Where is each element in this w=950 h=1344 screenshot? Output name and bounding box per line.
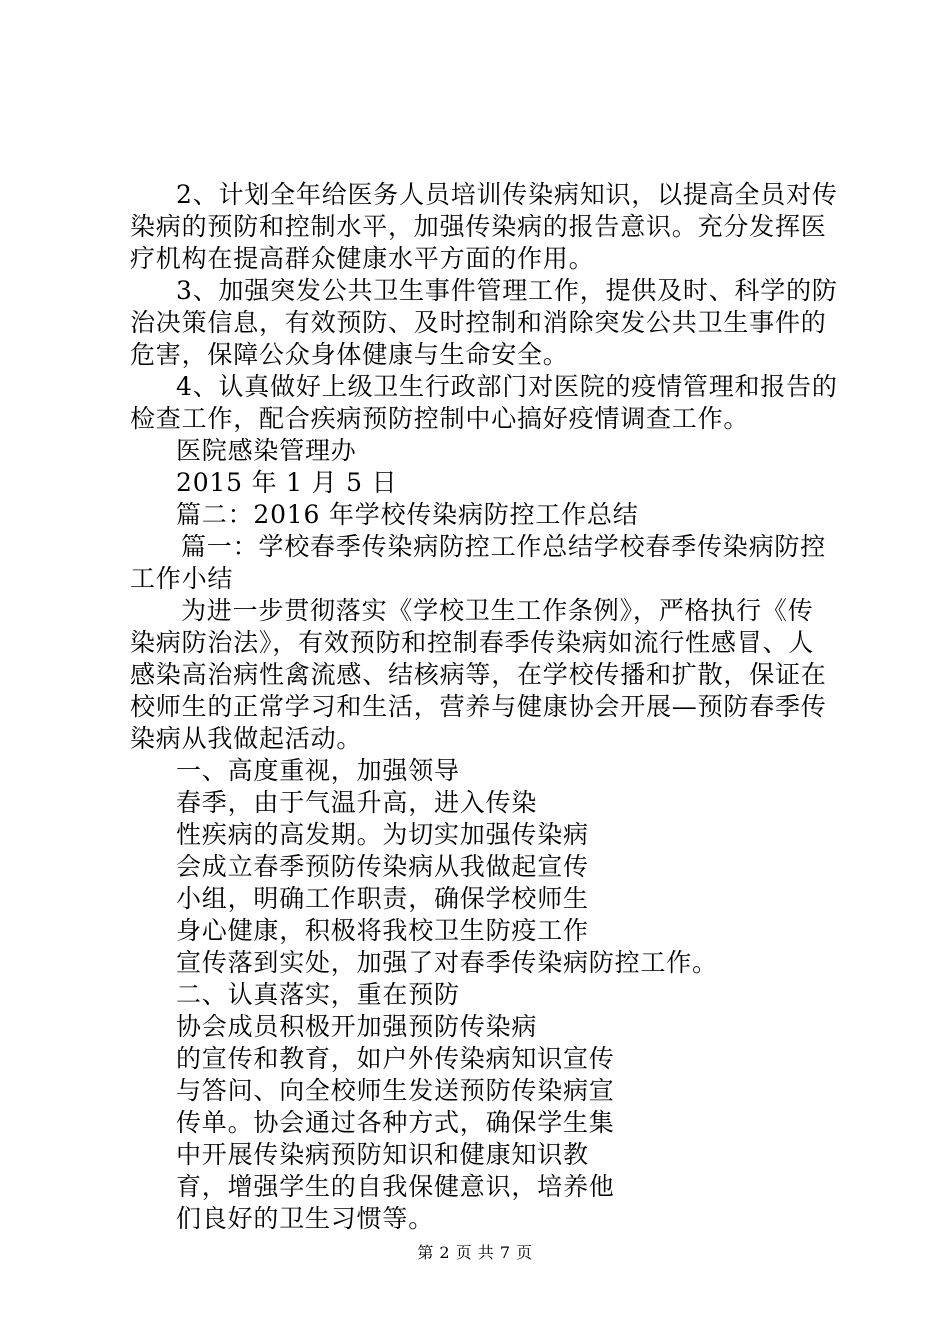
paragraph-line: 3、加强突发公共卫生事件管理工作，提供及时、科学的防 bbox=[176, 276, 838, 305]
paragraph-line: 宣传落到实处，加强了对春季传染病防控工作。 bbox=[176, 948, 718, 977]
paragraph-line: 4、认真做好上级卫生行政部门对医院的疫情管理和报告的 bbox=[176, 372, 838, 401]
paragraph-line: 中开展传染病预防知识和健康知识教 bbox=[176, 1140, 589, 1169]
paragraph-line: 染病从我做起活动。 bbox=[130, 724, 363, 753]
paragraph-line: 感染高治病性禽流感、结核病等，在学校传播和扩散，保证在 bbox=[130, 660, 827, 689]
paragraph-line: 传单。协会通过各种方式，确保学生集 bbox=[176, 1108, 615, 1137]
paragraph-line: 性疾病的高发期。为切实加强传染病 bbox=[176, 820, 589, 849]
paragraph-line: 协会成员积极开加强预防传染病 bbox=[176, 1012, 538, 1041]
paragraph-line: 身心健康，积极将我校卫生防疫工作 bbox=[176, 916, 589, 945]
paragraph-line: 疗机构在提高群众健康水平方面的作用。 bbox=[130, 244, 595, 273]
paragraph-line: 治决策信息，有效预防、及时控制和消除突发公共卫生事件的 bbox=[130, 308, 827, 337]
page-number-footer: 第 2 页 共 7 页 bbox=[417, 1243, 533, 1262]
paragraph-line: 危害，保障公众身体健康与生命安全。 bbox=[130, 340, 569, 369]
signature-department: 医院感染管理办 bbox=[176, 436, 357, 465]
paragraph-line: 会成立春季预防传染病从我做起宣传 bbox=[176, 852, 589, 881]
paragraph-line: 染病的预防和控制水平，加强传染病的报告意识。充分发挥医 bbox=[130, 212, 827, 241]
section-heading: 篇一：学校春季传染病防控工作总结学校春季传染病防控 bbox=[181, 532, 827, 561]
paragraph-line: 的宣传和教育，如户外传染病知识宣传 bbox=[176, 1044, 615, 1073]
subsection-heading: 一、高度重视，加强领导 bbox=[176, 756, 460, 785]
signature-date: 2015 年 1 月 5 日 bbox=[176, 468, 398, 497]
paragraph-line: 工作小结 bbox=[130, 564, 234, 593]
paragraph-line: 校师生的正常学习和生活，营养与健康协会开展—预防春季传 bbox=[130, 692, 827, 721]
paragraph-line: 检查工作，配合疾病预防控制中心搞好疫情调查工作。 bbox=[130, 404, 750, 433]
section-heading: 篇二：2016 年学校传染病防控工作总结 bbox=[176, 500, 639, 529]
paragraph-line: 小组，明确工作职责，确保学校师生 bbox=[176, 884, 589, 913]
paragraph-line: 2、计划全年给医务人员培训传染病知识，以提高全员对传 bbox=[176, 180, 838, 209]
paragraph-line: 春季，由于气温升高，进入传染 bbox=[176, 788, 538, 817]
paragraph-line: 育，增强学生的自我保健意识，培养他 bbox=[176, 1172, 615, 1201]
paragraph-line: 染病防治法》，有效预防和控制春季传染病如流行性感冒、人 bbox=[130, 628, 815, 657]
paragraph-line: 为进一步贯彻落实《学校卫生工作条例》，严格执行《传 bbox=[181, 596, 814, 625]
paragraph-line: 与答问、向全校师生发送预防传染病宣 bbox=[176, 1076, 615, 1105]
paragraph-line: 们良好的卫生习惯等。 bbox=[176, 1204, 435, 1233]
subsection-heading: 二、认真落实，重在预防 bbox=[176, 980, 460, 1009]
